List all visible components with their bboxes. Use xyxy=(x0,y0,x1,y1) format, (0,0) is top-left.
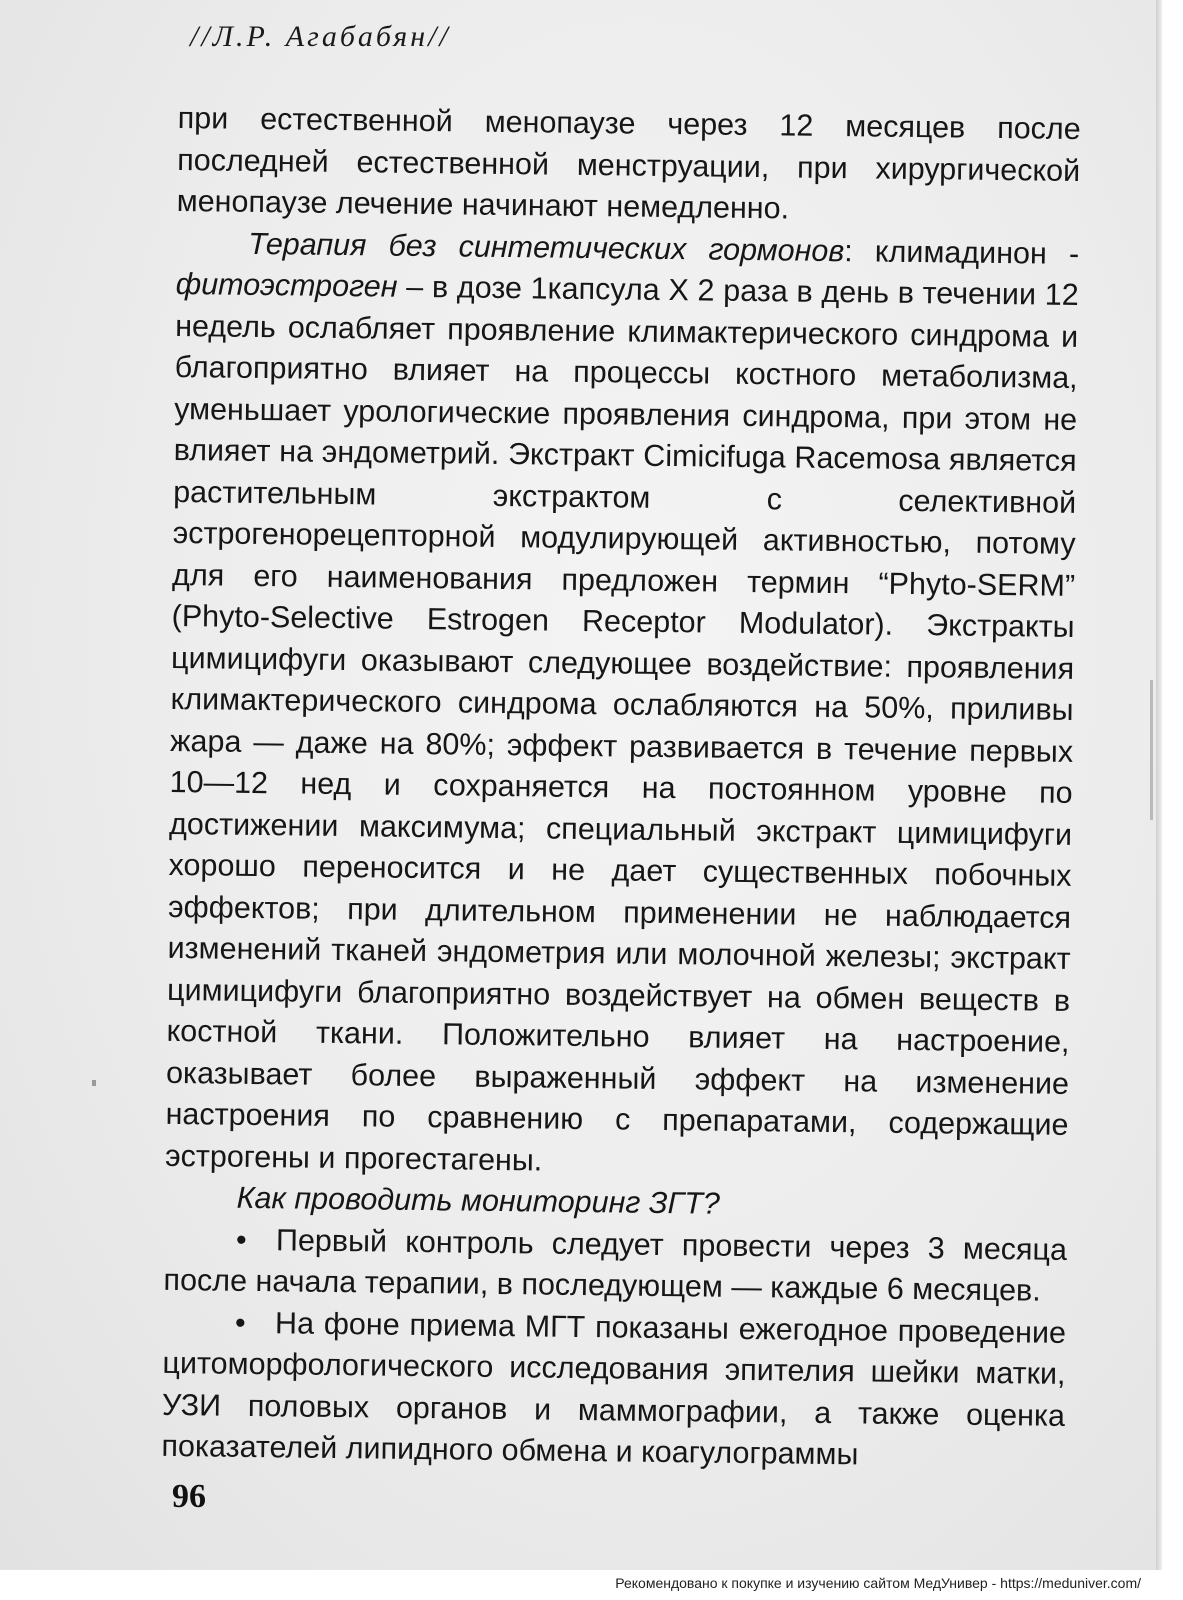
running-header: //Л.Р. Агабабян// xyxy=(190,20,451,53)
bullet-text: На фоне приема МГТ показаны ежегодное проведение цитоморфологического исследования эпителия шейки матки, УЗИ половых органов и маммографии, а также оценка показателей липидного обмена и коагулограммы xyxy=(161,1305,1067,1472)
paragraph-therapy xyxy=(165,222,1080,1187)
footer-recommendation: Рекомендовано к покупке и изучению сайтом МедУнивер - https://meduniver.com/ xyxy=(615,1575,1141,1591)
therapy-text-a: : климадинон - xyxy=(844,233,1080,271)
paragraph-continuation: при естественной менопаузе через 12 месяцев после последней естественной менструации, при хирургической менопаузе лечение начинают немедленно. xyxy=(176,100,1081,226)
bullet-item xyxy=(163,1218,1067,1312)
page-edge xyxy=(1156,0,1162,1570)
margin-mark xyxy=(1150,680,1153,820)
bullet-text: Первый контроль следует провести через 3 месяца после начала терапии, в последующем — каждые 6 месяцев. xyxy=(163,1222,1068,1308)
page-number: 96 xyxy=(172,1478,206,1515)
body-text xyxy=(161,98,1081,1478)
scan-speck xyxy=(92,1080,96,1086)
therapy-lead: Терапия без синтетических гормонов xyxy=(248,226,845,268)
bullet-item xyxy=(161,1301,1066,1478)
therapy-term: фитоэстроген xyxy=(175,266,398,304)
footer-bar xyxy=(0,1570,1183,1600)
bullet-icon: • xyxy=(234,1305,246,1340)
bullet-icon: • xyxy=(235,1222,247,1257)
therapy-text-b: – в дозе 1капсула Х 2 раза в день в течении 12 недель ослабляет проявление климактерического синдрома и благоприятно влияет на процессы костного метаболизма, уменьшает урологические проявления синдрома, при этом не влияет на эндометрий. Экстракт Cimicifuga Racemosa является растительным экстрактом с селективной эстрогенорецепторной модулирующей активностью, потому для его наименования предложен термин “Phyto-SERM” (Phyto-Selective Estrogen Receptor Modulator). Экстракты цимицифуги оказывают следующее воздействие: проявления климактерического синдрома ослабляются на 50%, приливы жара — даже на 80%; эффект развивается в течение первых 10—12 нед и сохраняется на постоянном уровне по достижении максимума; специальный экстракт цимицифуги хорошо переносится и не дает существенных побочных эффектов; при длительном применении не наблюдается изменений тканей эндометрия или молочной железы; экстракт цимицифуги благоприятно воздействует на обмен веществ в костной ткани. Положительно влияет на настроение, оказывает более выраженный эффект на изменение настроения по сравнению с препаратами, содержащие эстрогены и прогестагены. xyxy=(164,269,1079,1178)
monitoring-subheading: Как проводить мониторинг ЗГТ? xyxy=(236,1180,720,1221)
